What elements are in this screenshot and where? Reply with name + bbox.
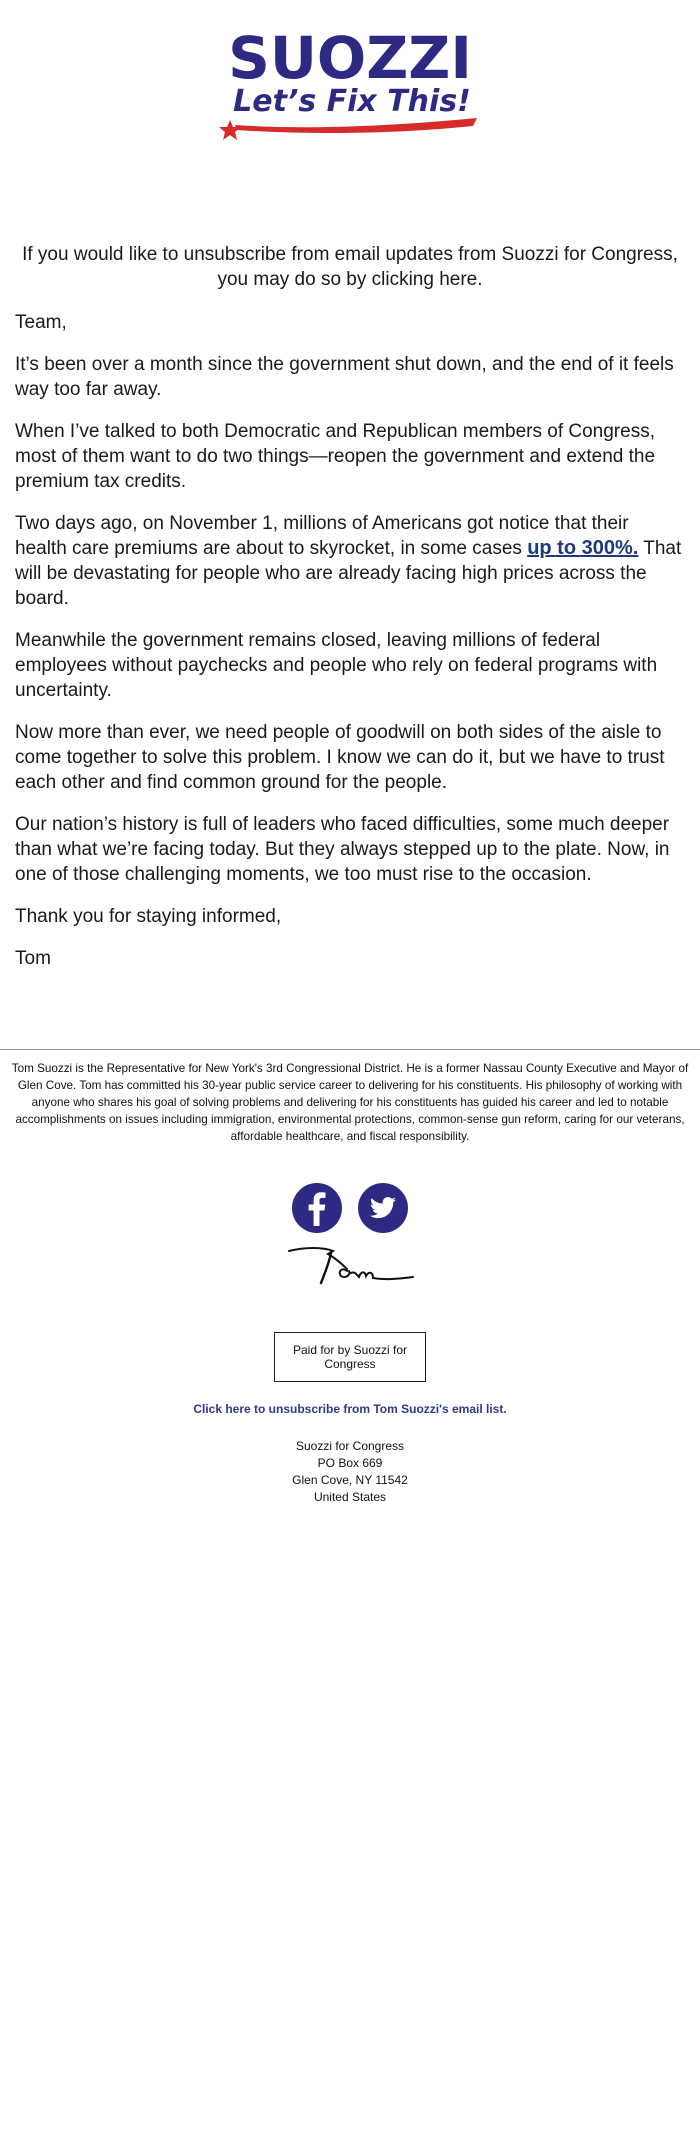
- paragraph-5: Now more than ever, we need people of goodwill on both sides of the aisle to come together to solve this problem. I know we can do it, but we have to trust each other and find common ground for the people.: [15, 722, 665, 793]
- paid-for-wrapper: [0, 1332, 700, 1382]
- unsubscribe-here-link[interactable]: here: [439, 269, 478, 290]
- closing: Thank you for staying informed,: [15, 906, 282, 927]
- address-line-3: Glen Cove, NY 11542: [292, 1473, 408, 1487]
- unsubscribe-notice-text: If you would like to unsubscribe from email updates from Suozzi for Congress, you may do so by clicking: [22, 244, 678, 290]
- address-line-1: Suozzi for Congress: [295, 1439, 405, 1453]
- suozzi-logo: [215, 26, 485, 146]
- footer-divider: [0, 1049, 700, 1050]
- logo-name: SUOZZI: [228, 26, 472, 92]
- paragraph-3-end: That will be devastating for people who are already facing high prices across the board.: [15, 538, 682, 609]
- signature-image: [285, 1241, 415, 1291]
- unsubscribe-notice: [16, 242, 684, 292]
- paragraph-1: It’s been over a month since the government shut down, and the end of it feels way too far away.: [15, 354, 674, 400]
- logo-swoosh: [235, 118, 477, 133]
- premium-increase-link[interactable]: up to 300%.: [527, 537, 639, 559]
- paid-for-disclaimer: Paid for by Suozzi for Congress: [274, 1332, 426, 1382]
- paragraph-3-start: Two days ago, on November 1, millions of Americans got notice that their health care premiums are about to skyrocket, in some cases: [15, 513, 629, 559]
- greeting: Team,: [15, 312, 67, 333]
- email-body: [0, 310, 700, 971]
- logo-tagline: Let’s Fix This!: [233, 84, 471, 119]
- signoff: Tom: [15, 948, 51, 969]
- footer-bio: Tom Suozzi is the Representative for New York's 3rd Congressional District. He is a former Nassau County Executive and Mayor of Glen Cove. Tom has committed his 30-year public service career to delivering for his constituents. His philosophy of working with anyone who shares his goal of solving problems and delivering for his constituents has guided his career and led to notable accomplishments on issues including immigration, environmental protections, common-sense gun reform, caring for our veterans, affordable healthcare, and fiscal responsibility.: [11, 1062, 689, 1143]
- address-line-4: United States: [313, 1490, 387, 1504]
- mailing-address: [0, 1438, 700, 1506]
- paragraph-3: [15, 511, 685, 611]
- unsubscribe-notice-end: .: [477, 269, 483, 290]
- social-links: [0, 1183, 700, 1233]
- address-line-2: PO Box 669: [317, 1456, 383, 1470]
- paragraph-6: Our nation’s history is full of leaders who faced difficulties, some much deeper than what we’re facing today. But they always stepped up to the plate. Now, in one of those challenging moments, we too must rise to the occasion.: [15, 814, 670, 885]
- paragraph-2: When I’ve talked to both Democratic and Republican members of Congress, most of them want to do two things—reopen the government and extend the premium tax credits.: [15, 421, 656, 492]
- twitter-icon[interactable]: [358, 1183, 408, 1233]
- unsubscribe-footer-link[interactable]: Click here to unsubscribe from Tom Suozzi's email list.: [193, 1402, 507, 1416]
- email-header: [0, 0, 700, 156]
- facebook-icon[interactable]: [292, 1183, 342, 1233]
- signature: [0, 1241, 700, 1296]
- paragraph-4: Meanwhile the government remains closed, leaving millions of federal employees without paychecks and people who rely on federal programs with uncertainty.: [15, 630, 658, 701]
